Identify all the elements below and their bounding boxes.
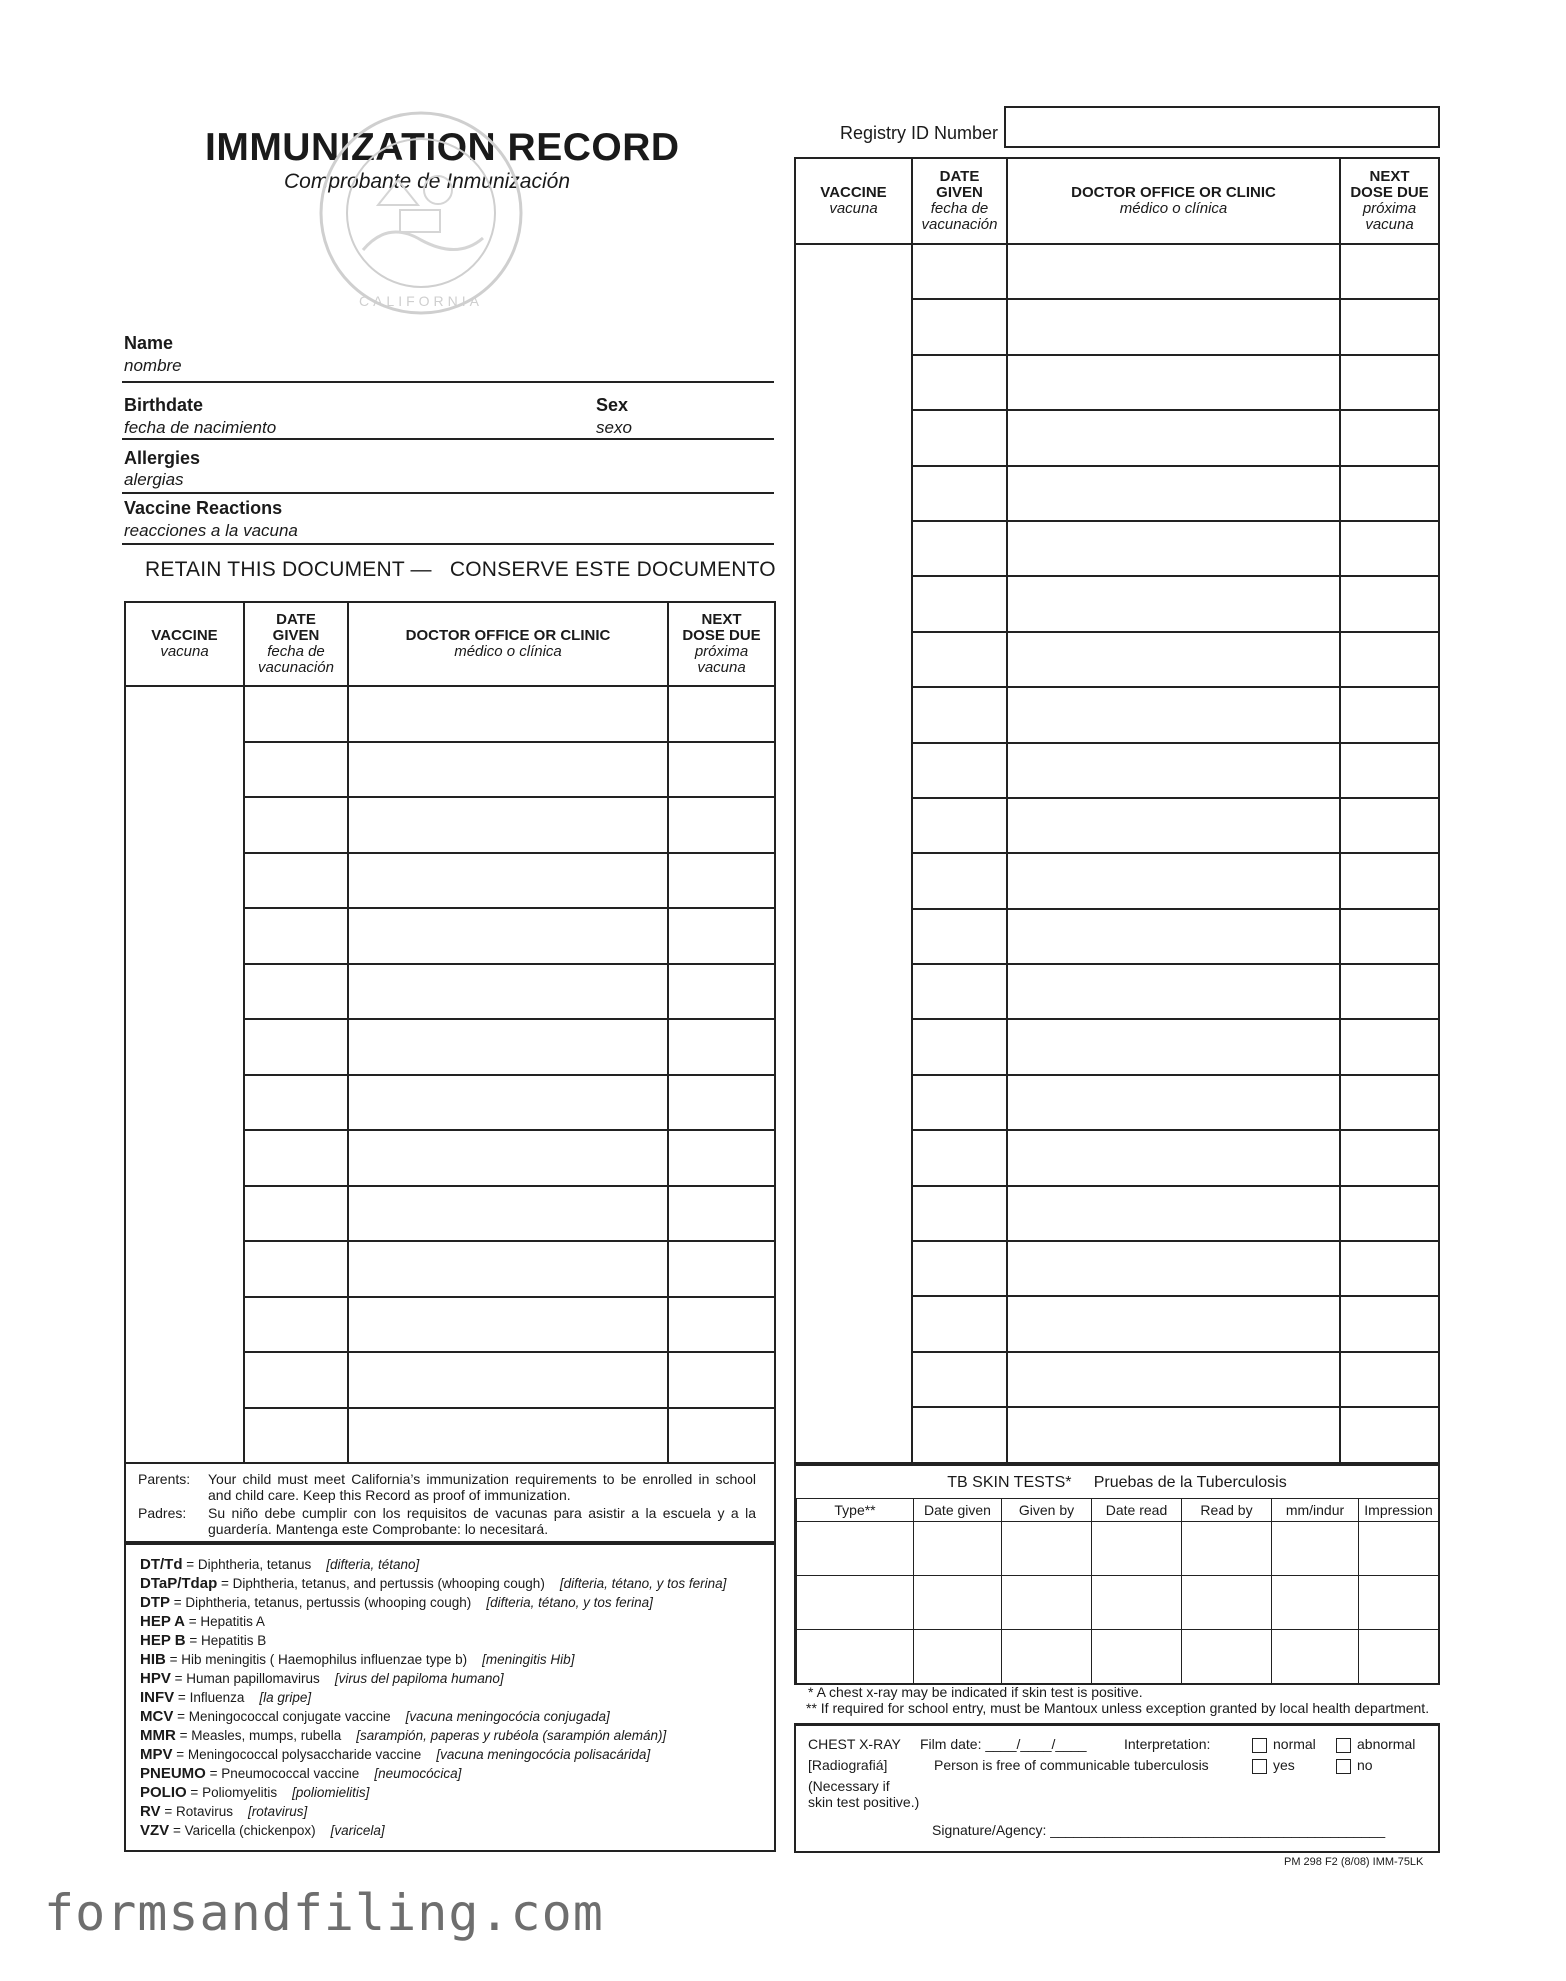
date-given-cell[interactable]	[244, 797, 348, 853]
abbreviation-item: DTaP/Tdap = Diphtheria, tetanus, and pertussis (whooping cough) [difteria, tétano, y tos ferina]	[140, 1575, 727, 1592]
date-given-cell[interactable]	[912, 1296, 1007, 1351]
abbreviation-item: HPV = Human papillomavirus [virus del papiloma humano]	[140, 1670, 504, 1687]
watermark: formsandfiling.com	[44, 1884, 604, 1942]
tb-cell[interactable]	[797, 1576, 914, 1630]
doctor-office-cell[interactable]	[348, 1408, 668, 1464]
tb-row	[797, 1630, 1439, 1684]
tb-cell[interactable]	[1092, 1576, 1182, 1630]
date-given-cell[interactable]	[912, 687, 1007, 742]
normal-option[interactable]: normal	[1252, 1736, 1316, 1753]
abbreviation-item: HEP B = Hepatitis B	[140, 1632, 267, 1649]
next-dose-cell[interactable]	[1340, 1407, 1439, 1462]
date-given-cell[interactable]	[912, 1241, 1007, 1296]
seal-text: CALIFORNIA	[358, 293, 484, 309]
doctor-office-cell[interactable]	[1007, 909, 1340, 964]
tb-column-header: Read by	[1182, 1499, 1272, 1522]
tb-cell[interactable]	[1092, 1630, 1182, 1684]
next-dose-cell[interactable]	[1340, 798, 1439, 853]
signature-agency-field[interactable]: Signature/Agency: ___________________________________________	[932, 1822, 1386, 1838]
tb-column-header: Given by	[1002, 1499, 1092, 1522]
abbreviation-item: DT/Td = Diphtheria, tetanus [difteria, tétano]	[140, 1556, 420, 1573]
date-given-cell[interactable]	[912, 853, 1007, 908]
next-dose-cell[interactable]	[1340, 964, 1439, 1019]
xray-label: CHEST X-RAY	[808, 1736, 901, 1752]
doctor-office-cell[interactable]	[348, 1241, 668, 1297]
normal-checkbox[interactable]	[1252, 1738, 1267, 1753]
abbreviation-item: MCV = Meningococcal conjugate vaccine [vacuna meningocócia conjugada]	[140, 1708, 610, 1725]
date-given-cell[interactable]	[244, 964, 348, 1020]
vaccine-name-cell[interactable]	[125, 686, 244, 1463]
next-dose-cell[interactable]	[668, 797, 775, 853]
sex-sub-label: sexo	[596, 418, 632, 437]
tb-cell[interactable]	[1182, 1522, 1272, 1576]
next-dose-cell[interactable]	[1340, 466, 1439, 521]
tb-cell[interactable]	[1359, 1522, 1439, 1576]
tb-cell[interactable]	[1002, 1522, 1092, 1576]
date-given-cell[interactable]	[244, 1019, 348, 1075]
xray-necessary-label: (Necessary if	[808, 1778, 890, 1794]
vaccine-table-left	[124, 601, 776, 1464]
date-given-cell[interactable]	[244, 1241, 348, 1297]
doctor-office-cell[interactable]	[348, 908, 668, 964]
registry-id-field[interactable]	[1004, 106, 1440, 148]
next-dose-cell[interactable]	[1340, 1130, 1439, 1185]
date-given-cell[interactable]	[912, 1130, 1007, 1185]
date-given-cell[interactable]	[912, 1352, 1007, 1407]
tb-footnote-2: ** If required for school entry, must be Mantoux unless exception granted by local health department.	[806, 1700, 1430, 1716]
doctor-office-cell[interactable]	[348, 1019, 668, 1075]
col-doctor-header: DOCTOR OFFICE OR CLINIC médico o clínica	[1007, 158, 1340, 244]
padres-label: Padres:	[138, 1505, 187, 1521]
vaccine-table-right	[794, 157, 1440, 1464]
name-label: Name	[124, 333, 174, 353]
date-given-cell[interactable]	[244, 1352, 348, 1408]
date-given-cell[interactable]	[244, 1075, 348, 1131]
date-given-cell[interactable]	[912, 964, 1007, 1019]
date-given-cell[interactable]	[912, 521, 1007, 576]
col-date-given-header: DATE GIVEN fecha de vacunación	[912, 158, 1007, 244]
tb-cell[interactable]	[1002, 1576, 1092, 1630]
birthdate-sub-label: fecha de nacimiento	[124, 418, 277, 437]
col-vaccine-header: VACCINE vacuna	[125, 602, 244, 686]
date-given-cell[interactable]	[912, 355, 1007, 410]
next-dose-cell[interactable]	[668, 1075, 775, 1131]
doctor-office-cell[interactable]	[1007, 743, 1340, 798]
date-given-cell[interactable]	[912, 576, 1007, 631]
next-dose-cell[interactable]	[1340, 743, 1439, 798]
next-dose-cell[interactable]	[668, 1241, 775, 1297]
california-seal-icon	[318, 110, 524, 316]
birthdate-line[interactable]	[122, 438, 774, 440]
next-dose-cell[interactable]	[668, 853, 775, 909]
next-dose-cell[interactable]	[668, 1297, 775, 1353]
doctor-office-cell[interactable]	[348, 742, 668, 798]
film-date-field[interactable]: Film date: ____/____/____	[920, 1736, 1087, 1752]
next-dose-cell[interactable]	[1340, 1186, 1439, 1241]
tb-cell[interactable]	[1359, 1630, 1439, 1684]
tb-row	[797, 1576, 1439, 1630]
next-dose-cell[interactable]	[1340, 521, 1439, 576]
date-given-cell[interactable]	[912, 1407, 1007, 1462]
col-doctor-header: DOCTOR OFFICE OR CLINIC médico o clínica	[348, 602, 668, 686]
tb-cell[interactable]	[797, 1522, 914, 1576]
parents-label: Parents:	[138, 1471, 191, 1487]
vaccine-reactions-line[interactable]	[122, 543, 774, 545]
date-given-cell[interactable]	[912, 410, 1007, 465]
date-given-cell[interactable]	[912, 798, 1007, 853]
tb-cell[interactable]	[914, 1522, 1002, 1576]
tb-column-header: Type**	[797, 1499, 914, 1522]
date-given-cell[interactable]	[912, 743, 1007, 798]
doctor-office-cell[interactable]	[1007, 576, 1340, 631]
parents-note-box	[124, 1463, 776, 1543]
next-dose-cell[interactable]	[1340, 355, 1439, 410]
doctor-office-cell[interactable]	[348, 1075, 668, 1131]
no-checkbox[interactable]	[1336, 1759, 1351, 1774]
tb-column-header: Date read	[1092, 1499, 1182, 1522]
doctor-office-cell[interactable]	[348, 1130, 668, 1186]
chest-xray-box	[794, 1723, 1440, 1853]
xray-label-es: [Radiografiá]	[808, 1757, 888, 1773]
next-dose-cell[interactable]	[668, 1352, 775, 1408]
next-dose-cell[interactable]	[668, 742, 775, 798]
abbreviation-item: POLIO = Poliomyelitis [poliomielitis]	[140, 1784, 370, 1801]
date-given-cell[interactable]	[244, 1408, 348, 1464]
abbreviation-item: MPV = Meningococcal polysaccharide vaccine [vacuna meningocócia polisacárida]	[140, 1746, 651, 1763]
form-code: PM 298 F2 (8/08) IMM-75LK	[1284, 1856, 1424, 1868]
tb-column-header: mm/indur	[1272, 1499, 1359, 1522]
tb-cell[interactable]	[1272, 1522, 1359, 1576]
doctor-office-cell[interactable]	[348, 853, 668, 909]
name-line[interactable]	[122, 381, 774, 383]
doctor-office-cell[interactable]	[1007, 244, 1340, 299]
tb-column-header: Date given	[914, 1499, 1002, 1522]
doctor-office-cell[interactable]	[348, 797, 668, 853]
xray-necessary-label-2: skin test positive.)	[808, 1794, 920, 1810]
date-given-cell[interactable]	[244, 908, 348, 964]
doctor-office-cell[interactable]	[1007, 410, 1340, 465]
padres-text: Su niño debe cumplir con los requisitos de vacunas para asistir a la escuela y a la guardería. Mantenga este Comprobante: lo necesitará.	[208, 1505, 756, 1537]
vaccine-row	[795, 244, 1439, 299]
abbreviation-item: DTP = Diphtheria, tetanus, pertussis (whooping cough) [difteria, tétano, y tos ferina]	[140, 1594, 653, 1611]
next-dose-cell[interactable]	[1340, 687, 1439, 742]
allergies-line[interactable]	[122, 492, 774, 494]
date-given-cell[interactable]	[244, 1297, 348, 1353]
next-dose-cell[interactable]	[1340, 244, 1439, 299]
doctor-office-cell[interactable]	[348, 964, 668, 1020]
tb-cell[interactable]	[797, 1630, 914, 1684]
name-sub-label: nombre	[124, 356, 182, 375]
doctor-office-cell[interactable]	[1007, 1075, 1340, 1130]
tb-table	[796, 1498, 1439, 1684]
doctor-office-cell[interactable]	[348, 1297, 668, 1353]
next-dose-cell[interactable]	[668, 1186, 775, 1242]
tb-free-label: Person is free of communicable tuberculosis	[934, 1757, 1209, 1773]
abbreviation-item: MMR = Measles, mumps, rubella [sarampión, paperas y rubéola (sarampión alemán)]	[140, 1727, 667, 1744]
abbreviations-box	[124, 1543, 776, 1852]
tb-cell[interactable]	[914, 1576, 1002, 1630]
tb-column-header: Impression	[1359, 1499, 1439, 1522]
doctor-office-cell[interactable]	[1007, 299, 1340, 354]
vaccine-reactions-label: Vaccine Reactions	[124, 498, 283, 518]
tb-cell[interactable]	[1092, 1522, 1182, 1576]
doctor-office-cell[interactable]	[1007, 1241, 1340, 1296]
tb-cell[interactable]	[1182, 1576, 1272, 1630]
date-given-cell[interactable]	[912, 299, 1007, 354]
doctor-office-cell[interactable]	[1007, 1186, 1340, 1241]
next-dose-cell[interactable]	[1340, 853, 1439, 908]
doctor-office-cell[interactable]	[1007, 521, 1340, 576]
no-option[interactable]: no	[1336, 1757, 1373, 1774]
col-next-dose-header: NEXT DOSE DUE próxima vacuna	[1340, 158, 1439, 244]
doctor-office-cell[interactable]	[1007, 798, 1340, 853]
next-dose-cell[interactable]	[1340, 299, 1439, 354]
tb-cell[interactable]	[1359, 1576, 1439, 1630]
tb-row	[797, 1522, 1439, 1576]
next-dose-cell[interactable]	[1340, 1296, 1439, 1351]
next-dose-cell[interactable]	[1340, 1241, 1439, 1296]
col-vaccine-header: VACCINE vacuna	[795, 158, 912, 244]
yes-option[interactable]: yes	[1252, 1757, 1295, 1774]
next-dose-cell[interactable]	[668, 686, 775, 742]
date-given-cell[interactable]	[244, 1186, 348, 1242]
next-dose-cell[interactable]	[1340, 1019, 1439, 1074]
doctor-office-cell[interactable]	[1007, 1130, 1340, 1185]
abnormal-checkbox[interactable]	[1336, 1738, 1351, 1753]
date-given-cell[interactable]	[244, 742, 348, 798]
document-subtitle: Comprobante de Inmunización	[284, 170, 571, 193]
doctor-office-cell[interactable]	[1007, 1019, 1340, 1074]
yes-checkbox[interactable]	[1252, 1759, 1267, 1774]
tb-footnote-1: * A chest x-ray may be indicated if skin test is positive.	[808, 1684, 1143, 1700]
next-dose-cell[interactable]	[1340, 1352, 1439, 1407]
next-dose-cell[interactable]	[668, 1408, 775, 1464]
abbreviation-item: HEP A = Hepatitis A	[140, 1613, 265, 1630]
doctor-office-cell[interactable]	[1007, 632, 1340, 687]
next-dose-cell[interactable]	[1340, 410, 1439, 465]
tb-cell[interactable]	[1272, 1630, 1359, 1684]
col-date-given-header: DATE GIVEN fecha de vacunación	[244, 602, 348, 686]
parents-text: Your child must meet California’s immunization requirements to be enrolled in school and child care. Keep this Record as proof of immunization.	[208, 1471, 756, 1503]
abbreviation-item: RV = Rotavirus [rotavirus]	[140, 1803, 308, 1820]
document-title: IMMUNIZATION RECORD	[205, 126, 680, 169]
sex-label: Sex	[596, 395, 629, 415]
tb-title: TB SKIN TESTS* Pruebas de la Tuberculosis	[947, 1474, 1287, 1491]
tb-cell[interactable]	[1182, 1630, 1272, 1684]
doctor-office-cell[interactable]	[1007, 466, 1340, 521]
next-dose-cell[interactable]	[1340, 632, 1439, 687]
doctor-office-cell[interactable]	[1007, 355, 1340, 410]
date-given-cell[interactable]	[912, 1186, 1007, 1241]
tb-skin-test-box	[794, 1463, 1440, 1700]
abbreviation-item: HIB = Hib meningitis ( Haemophilus influenzae type b) [meningitis Hib]	[140, 1651, 575, 1668]
date-given-cell[interactable]	[912, 1075, 1007, 1130]
next-dose-cell[interactable]	[1340, 1075, 1439, 1130]
date-given-cell[interactable]	[912, 909, 1007, 964]
vaccine-row	[125, 686, 775, 742]
retain-notice: RETAIN THIS DOCUMENT — CONSERVE ESTE DOCUMENTO	[145, 558, 776, 581]
date-given-cell[interactable]	[912, 1019, 1007, 1074]
date-given-cell[interactable]	[912, 466, 1007, 521]
vaccine-reactions-sub-label: reacciones a la vacuna	[124, 521, 298, 540]
date-given-cell[interactable]	[244, 853, 348, 909]
next-dose-cell[interactable]	[668, 908, 775, 964]
doctor-office-cell[interactable]	[348, 686, 668, 742]
next-dose-cell[interactable]	[668, 1130, 775, 1186]
next-dose-cell[interactable]	[1340, 576, 1439, 631]
date-given-cell[interactable]	[244, 686, 348, 742]
allergies-sub-label: alergias	[124, 470, 184, 489]
doctor-office-cell[interactable]	[1007, 964, 1340, 1019]
date-given-cell[interactable]	[912, 632, 1007, 687]
tb-cell[interactable]	[914, 1630, 1002, 1684]
doctor-office-cell[interactable]	[348, 1186, 668, 1242]
doctor-office-cell[interactable]	[1007, 1352, 1340, 1407]
tb-cell[interactable]	[1002, 1630, 1092, 1684]
date-given-cell[interactable]	[912, 244, 1007, 299]
allergies-label: Allergies	[124, 448, 201, 468]
doctor-office-cell[interactable]	[1007, 687, 1340, 742]
abnormal-option[interactable]: abnormal	[1336, 1736, 1415, 1753]
next-dose-cell[interactable]	[668, 964, 775, 1020]
abbreviation-item: INFV = Influenza [la gripe]	[140, 1689, 312, 1706]
next-dose-cell[interactable]	[1340, 909, 1439, 964]
interpretation-label: Interpretation:	[1124, 1736, 1211, 1752]
col-next-dose-header: NEXT DOSE DUE próxima vacuna	[668, 602, 775, 686]
abbreviation-item: PNEUMO = Pneumococcal vaccine [neumocócica]	[140, 1765, 462, 1782]
doctor-office-cell[interactable]	[348, 1352, 668, 1408]
date-given-cell[interactable]	[244, 1130, 348, 1186]
abbreviation-item: VZV = Varicella (chickenpox) [varicela]	[140, 1822, 385, 1839]
next-dose-cell[interactable]	[668, 1019, 775, 1075]
doctor-office-cell[interactable]	[1007, 1407, 1340, 1462]
doctor-office-cell[interactable]	[1007, 853, 1340, 908]
doctor-office-cell[interactable]	[1007, 1296, 1340, 1351]
registry-id-label: Registry ID Number	[840, 123, 999, 143]
birthdate-label: Birthdate	[124, 395, 204, 415]
tb-cell[interactable]	[1272, 1576, 1359, 1630]
vaccine-name-cell[interactable]	[795, 244, 912, 1463]
